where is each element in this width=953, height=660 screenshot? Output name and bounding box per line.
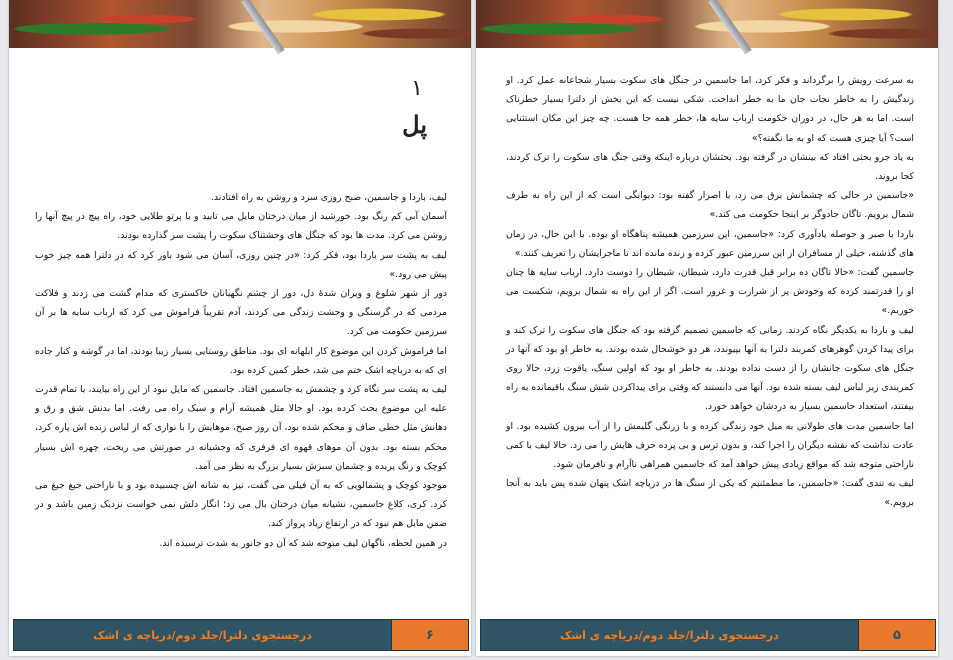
paragraph: باردا با صبر و حوصله یادآوری کرد: «جاسمین، این سرزمین همیشه پناهگاه او بوده. با این حال، در زمان های گذشته، خیلی از مسافران از این سرزمین عبور کرده و زنده مانده اند تا ماجرایشان را تعریف کنند.» bbox=[506, 228, 914, 259]
left-page bbox=[9, 0, 471, 656]
paragraph: اما فراموش کردن این موضوع کار ابلهانه ای بود. مناطق روستایی بسیار زیبا بودند، اما در گوشه و کنار جاده ای که به دریاچه اشک ختم می شد، خطر کمین کرده بود. bbox=[35, 345, 447, 376]
sword-decoration bbox=[708, 0, 751, 55]
footer-book-title: درجستجوی دلترا/جلد دوم/دریاچه ی اشک bbox=[481, 620, 859, 650]
header-illustration bbox=[476, 0, 938, 48]
page-number: ۵ bbox=[859, 620, 935, 650]
paragraph: به یاد جرو بحثی افتاد که بینشان در گرفته بود. بحثشان درباره اینکه وقتی جنگ های سکوت را ترک کردند، کجا بروند. bbox=[506, 151, 914, 183]
paragraph: موجود کوچک و پشمالویی که به آن فیلی می گفت، نیز به شانه اش چسبیده بود و با ناراحتی جیغ جیغ می کرد. کری، کلاغ جاسمین، نشیانه میان درختان بال می زد؛ انگار دلش نمی خواست نزدیک زمین باشد و در ضمن مایل هم نبود که در ارتفاع زیاد پرواز کند. bbox=[35, 480, 447, 530]
paragraph: دور از شهر شلوغ و ویران شدهٔ دل، دور از چشم نگهبانان خاکستری که مدام گشت می زدند و فلاکت مردمی که در گرسنگی و وحشت زندگی می کردند، آدم تقریباً فراموش می کرد که ارباب سایه ها بر آن سرزمین حکومت می کرد. bbox=[35, 288, 447, 338]
left-page-body bbox=[35, 188, 447, 553]
paragraph: لیف به تندی گفت: «جاسمین، ما مطمئنیم که یکی از سنگ ها در دریاچه اشک پنهان شده پس باید به آنجا برویم.» bbox=[506, 478, 914, 509]
sword-decoration bbox=[241, 0, 284, 55]
page-number: ۶ bbox=[392, 620, 468, 650]
footer-book-title: درجستجوی دلترا/جلد دوم/دریاچه ی اشک bbox=[14, 620, 392, 650]
header-illustration bbox=[9, 0, 471, 48]
paragraph: به سرعت رویش را برگرداند و فکر کرد، اما جاسمین در جنگل های سکوت بسیار شجاعانه عمل کرد. او زندگیش را به خاطر نجات جان ما به خطر انداخت. شکی نیست که این بخش از دلترا بسیار خطرناک است. اما به هر حال، در دوران حکومت ارباب سایه ها، خطر همه جا هست. چه چیز این مکان استثنایی است؟ آیا چیزی هست که او به ما نگفته؟» bbox=[506, 75, 914, 144]
chapter-title: پل bbox=[402, 110, 427, 139]
page-footer bbox=[13, 619, 469, 651]
paragraph: جاسمین گفت: «حالا تاگان ده برابر قبل قدرت دارد، شیطان، شیطان را دوست دارد. ارباب سایه ها چنان او را قدرتمند کرده که وجودش پر از شرارت و غرور است. اگر از این راه به شمال برویم، شکست می خوریم.» bbox=[506, 267, 914, 317]
paragraph: «جاسمین در حالی که چشمانش برق می زد، با اصرار گفته بود: دیوانگی است که از این راه به طرف شمال برویم. تاگان جادوگر بر اینجا حکومت می کند.» bbox=[506, 190, 914, 221]
paragraph: لیف، باردا و جاسمین، صبح روزی سرد و روشن به راه افتادند. bbox=[210, 192, 447, 203]
paragraph: اما جاسمین مدت های طولانی به میل خود زندگی کرده و با زرنگی گلیمش را از آب بیرون کشیده بود. او عادت نداشت که نقشه دیگران را اجرا کند، و بدون ترس و بی پرده حرف هایش را می زد. حالا لیف با کمی ناراحتی متوجه شد که مواقع زیادی پیش خواهد آمد که جاسمین همراهی ناآرام و نافرمان شود. bbox=[506, 420, 914, 471]
chapter-number: ۱ bbox=[411, 76, 423, 101]
paragraph: لیف به پشت سر نگاه کرد و چشمش به جاسمین افتاد. جاسمین که مایل نبود از این راه بیایند، با تمام قدرت علیه این موضوع بحث کرده بود. او حالا مثل همیشه آرام و سبک راه می رفت. اما بدنش شق و رق و دهانش مثل خطی صاف و محکم شده بود، آن روز صبح، موهایش را با نواری که از لباس زنده اش پاره کرد، محکم بسته بود. بدون آن موهای قهوه ای فرفری که وحشیانه در صورتش می ریخت، چهره اش بسیار کوچک و رنگ پریده و چشمان سبزش بسیار بزرگ به نظر می آمد. bbox=[35, 384, 447, 472]
paragraph: لیف به پشت سر باردا بود، فکر کرد: «در چنین روزی، آسان می شود باور کرد که در دلترا همه چیز خوب پیش می رود.» bbox=[35, 249, 447, 280]
right-page-body bbox=[506, 71, 914, 513]
right-page bbox=[476, 0, 938, 656]
paragraph: لیف و باردا به یکدیگر نگاه کردند. زمانی که جاسمین تصمیم گرفته بود که جنگل های سکوت را ترک کند و برای پیدا کردن گوهرهای کمربند دلترا به آنها بپیوندد، هر دو خوشحال شده بودند. به خاطر او بود که آنها در جنگل های سکوت جانشان را از دست نداده بودند. به خاطر او بود که اولین سنگ، یاقوت زرد، حالا روی کمربندی زیر لباس لیف بسته شده بود. آنها می دانستند که وقتی برای پیداکردن شش سنگ باقیمانده به راه بیفتند، استعداد جاسمین بسیار به دردشان خواهد خورد. bbox=[506, 324, 914, 413]
paragraph: آسمان آبی کم رنگ بود. خورشید از میان درختان مایل می تابید و با پرتو طلایی خود، راه پیچ در پیچ آنها را روشن می کرد. مدت ها بود که جنگل های وحشتناک سکوت را پشت سر گذارده بودند. bbox=[35, 211, 447, 242]
page-footer bbox=[480, 619, 936, 651]
paragraph: در همین لحظه، ناگهان لیف متوجه شد که آن دو جانور به شدت ترسیده اند. bbox=[159, 537, 447, 549]
